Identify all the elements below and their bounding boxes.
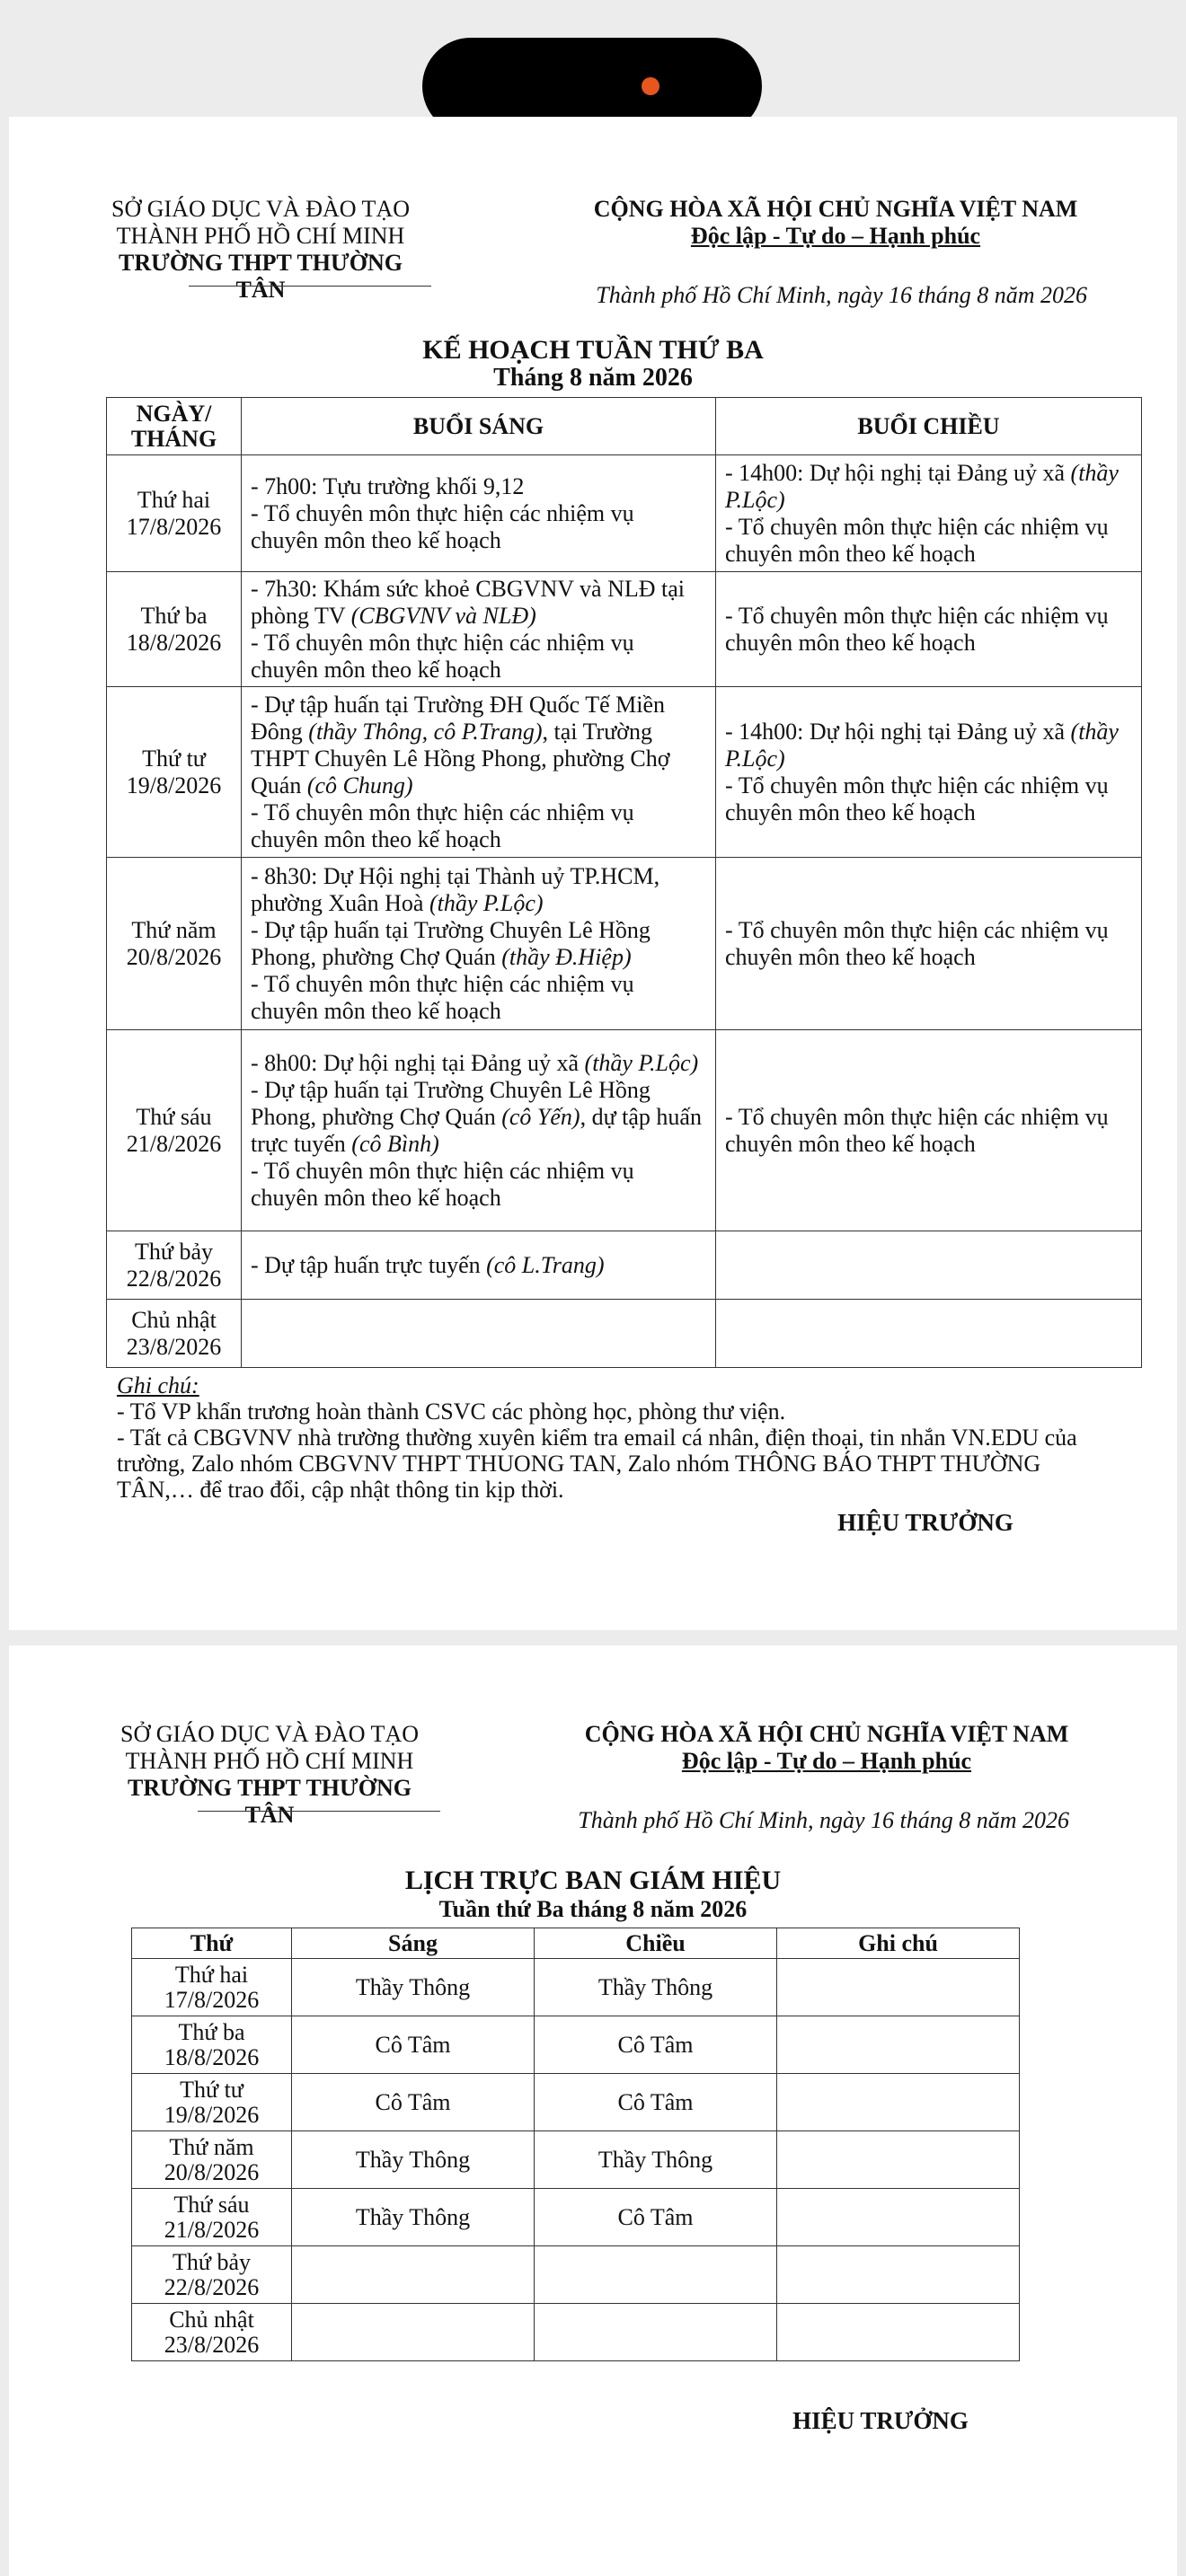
weekday: Thứ bảy xyxy=(172,2248,251,2275)
weekday: Chủ nhật xyxy=(169,2306,254,2333)
nation-header xyxy=(539,1721,1114,1775)
weekday: Thứ sáu xyxy=(136,1103,212,1130)
day-column-header: Thứ xyxy=(132,1928,292,1959)
day-cell xyxy=(132,1959,292,2016)
table-row xyxy=(107,1300,1142,1368)
morning-cell xyxy=(242,1030,716,1231)
department-line: SỞ GIÁO DỤC VÀ ĐÀO TẠO xyxy=(120,1721,419,1747)
afternoon-duty-cell: Cô Tâm xyxy=(535,2189,777,2246)
note-cell xyxy=(777,2246,1020,2304)
afternoon-cell xyxy=(716,1030,1142,1231)
table-row xyxy=(132,2189,1020,2246)
plan-title: KẾ HOẠCH TUẦN THỨ BA xyxy=(422,335,764,365)
morning-duty-cell: Thầy Thông xyxy=(292,2189,535,2246)
date: 23/8/2026 xyxy=(126,1333,222,1360)
weekday: Thứ năm xyxy=(131,916,217,943)
city-line: THÀNH PHỐ HỒ CHÍ MINH xyxy=(116,223,405,249)
morning-cell xyxy=(242,572,716,687)
activity-text: - Tổ chuyên môn thực hiện các nhiệm vụ chuyên môn theo kế hoạch xyxy=(725,772,1109,825)
morning-cell xyxy=(242,687,716,858)
day-column-header: NGÀY/ THÁNG xyxy=(107,398,242,455)
activity-text: - 7h30: Khám sức khoẻ CBGVNV và NLĐ tại phòng TV xyxy=(251,575,685,629)
weekday: Thứ hai xyxy=(137,486,211,513)
signature-title: HIỆU TRƯỞNG xyxy=(837,1509,1013,1536)
morning-column-header: BUỔI SÁNG xyxy=(242,398,716,455)
activity-text: - Tổ chuyên môn thực hiện các nhiệm vụ chuyên môn theo kế hoạch xyxy=(725,513,1109,567)
activity-text: - Tổ chuyên môn thực hiện các nhiệm vụ chuyên môn theo kế hoạch xyxy=(251,499,634,553)
weekday: Thứ tư xyxy=(180,2076,243,2103)
morning-cell xyxy=(242,1300,716,1368)
school-name: TRƯỜNG THPT THƯỜNG TÂN xyxy=(128,1775,412,1828)
afternoon-duty-cell xyxy=(535,2304,777,2361)
afternoon-duty-cell xyxy=(535,2246,777,2304)
notes-section xyxy=(117,1372,1114,1503)
morning-duty-cell: Thầy Thông xyxy=(292,2131,535,2189)
afternoon-cell xyxy=(716,455,1142,572)
activity-text: - Dự tập huấn tại Trường Chuyên Lê Hồng Phong, phường Chợ Quán xyxy=(251,916,651,970)
afternoon-duty-cell: Thầy Thông xyxy=(535,2131,777,2189)
weekday: Thứ ba xyxy=(140,602,208,629)
date: 22/8/2026 xyxy=(126,1265,222,1292)
day-cell xyxy=(107,858,242,1030)
activity-text: - Tổ chuyên môn thực hiện các nhiệm vụ chuyên môn theo kế hoạch xyxy=(725,916,1109,970)
notes-label: Ghi chú: xyxy=(117,1372,199,1398)
table-row xyxy=(132,2246,1020,2304)
morning-duty-cell xyxy=(292,2246,535,2304)
assignee-note: (cô L.Trang) xyxy=(486,1251,605,1278)
date: 22/8/2026 xyxy=(164,2273,260,2300)
school-underline xyxy=(198,1811,440,1812)
table-row xyxy=(132,2074,1020,2131)
duty-title: LỊCH TRỰC BAN GIÁM HIỆU xyxy=(404,1866,782,1895)
table-row xyxy=(107,687,1142,858)
activity-text: - 14h00: Dự hội nghị tại Đảng uỷ xã xyxy=(725,459,1071,486)
morning-duty-cell: Cô Tâm xyxy=(292,2074,535,2131)
table-header-row xyxy=(132,1928,1020,1959)
assignee-note: (thầy P.Lộc) xyxy=(584,1049,699,1076)
afternoon-column-header: BUỔI CHIỀU xyxy=(716,398,1142,455)
weekday: Thứ sáu xyxy=(173,2191,250,2218)
note-cell xyxy=(777,2131,1020,2189)
weekday: Chủ nhật xyxy=(131,1306,217,1333)
department-line: SỞ GIÁO DỤC VÀ ĐÀO TẠO xyxy=(111,196,410,222)
morning-duty-cell xyxy=(292,2304,535,2361)
assignee-note: (cô Bình) xyxy=(351,1130,439,1157)
afternoon-duty-cell: Cô Tâm xyxy=(535,2074,777,2131)
activity-text: - Dự tập huấn tại Trường ĐH Quốc Tế Miền Đông xyxy=(251,691,666,745)
camera-indicator-icon xyxy=(642,77,659,95)
plan-subtitle: Tháng 8 năm 2026 xyxy=(493,364,693,392)
table-row xyxy=(132,1959,1020,2016)
date: 19/8/2026 xyxy=(164,2101,260,2128)
assignee-note: (cô Yến) xyxy=(501,1103,580,1130)
table-row xyxy=(107,455,1142,572)
activity-text: , dự tập huấn trực tuyến xyxy=(251,1103,702,1157)
day-cell xyxy=(107,1030,242,1231)
assignee-note: (thầy P.Lộc) xyxy=(429,889,544,916)
day-cell xyxy=(132,2189,292,2246)
weekly-plan-table xyxy=(106,397,1142,1368)
nation-header xyxy=(548,196,1123,250)
note-item: - Tổ VP khẩn trương hoàn thành CSVC các phòng học, phòng thư viện. xyxy=(117,1398,786,1425)
motto: Độc lập - Tự do – Hạnh phúc xyxy=(690,223,981,249)
school-underline xyxy=(189,286,431,287)
morning-column-header: Sáng xyxy=(292,1928,535,1959)
afternoon-duty-cell: Cô Tâm xyxy=(535,2016,777,2074)
afternoon-cell xyxy=(716,1231,1142,1300)
afternoon-column-header: Chiều xyxy=(535,1928,777,1959)
activity-text: - 8h30: Dự Hội nghị tại Thành uỷ TP.HCM, phường Xuân Hoà xyxy=(251,862,660,916)
date: 18/8/2026 xyxy=(126,629,222,656)
table-row xyxy=(107,572,1142,687)
date: 18/8/2026 xyxy=(164,2043,260,2070)
note-cell xyxy=(777,2074,1020,2131)
activity-text: , tại Trường THPT Chuyên Lê Hồng Phong, phường Chợ Quán xyxy=(251,718,670,798)
nation-title: CỘNG HÒA XÃ HỘI CHỦ NGHĨA VIỆT NAM xyxy=(584,1721,1069,1747)
assignee-note: (thầy P.Lộc) xyxy=(725,718,1119,772)
day-cell xyxy=(107,1231,242,1300)
day-cell xyxy=(107,572,242,687)
activity-text: - 14h00: Dự hội nghị tại Đảng uỷ xã xyxy=(725,718,1071,745)
nation-title: CỘNG HÒA XÃ HỘI CHỦ NGHĨA VIỆT NAM xyxy=(593,196,1078,222)
activity-text: - Tổ chuyên môn thực hiện các nhiệm vụ chuyên môn theo kế hoạch xyxy=(251,798,634,852)
department-header xyxy=(108,1721,431,1829)
city-line: THÀNH PHỐ HỒ CHÍ MINH xyxy=(125,1748,414,1774)
afternoon-cell xyxy=(716,572,1142,687)
day-cell xyxy=(132,2246,292,2304)
afternoon-duty-cell: Thầy Thông xyxy=(535,1959,777,2016)
table-header-row xyxy=(107,398,1142,455)
duty-subtitle: Tuần thứ Ba tháng 8 năm 2026 xyxy=(438,1896,748,1922)
activity-text: - 7h00: Tựu trường khối 9,12 xyxy=(251,472,525,499)
weekday: Thứ tư xyxy=(142,745,206,772)
table-row xyxy=(107,1030,1142,1231)
note-cell xyxy=(777,1959,1020,2016)
day-cell xyxy=(132,2304,292,2361)
morning-cell xyxy=(242,1231,716,1300)
weekday: Thứ năm xyxy=(169,2133,254,2160)
assignee-note: (cô Chung) xyxy=(306,772,413,798)
morning-duty-cell: Cô Tâm xyxy=(292,2016,535,2074)
day-cell xyxy=(132,2016,292,2074)
day-cell xyxy=(107,1300,242,1368)
day-cell xyxy=(107,455,242,572)
department-header xyxy=(99,196,422,304)
table-row xyxy=(132,2016,1020,2074)
date: 21/8/2026 xyxy=(164,2216,260,2243)
activity-text: - Tổ chuyên môn thực hiện các nhiệm vụ chuyên môn theo kế hoạch xyxy=(251,970,634,1024)
assignee-note: (thầy Đ.Hiệp) xyxy=(501,943,632,970)
assignee-note: (thầy P.Lộc) xyxy=(725,459,1119,513)
date: 17/8/2026 xyxy=(126,513,222,540)
date: 20/8/2026 xyxy=(126,943,222,970)
activity-text: - Tổ chuyên môn thực hiện các nhiệm vụ chuyên môn theo kế hoạch xyxy=(725,1103,1109,1157)
day-cell xyxy=(132,2131,292,2189)
date-line: Thành phố Hồ Chí Minh, ngày 16 tháng 8 năm 2026 xyxy=(578,1807,1069,1833)
date: 17/8/2026 xyxy=(164,1986,260,2013)
weekday: Thứ ba xyxy=(178,2018,245,2045)
assignee-note: (thầy Thông, cô P.Trang) xyxy=(308,718,543,745)
activity-text: - Dự tập huấn trực tuyến xyxy=(251,1251,487,1278)
table-row xyxy=(132,2304,1020,2361)
activity-text: - Tổ chuyên môn thực hiện các nhiệm vụ chuyên môn theo kế hoạch xyxy=(251,629,634,683)
table-row xyxy=(107,858,1142,1030)
motto: Độc lập - Tự do – Hạnh phúc xyxy=(681,1748,972,1774)
date: 21/8/2026 xyxy=(126,1130,222,1157)
weekly-plan-page xyxy=(9,117,1177,1630)
weekday: Thứ bảy xyxy=(134,1238,213,1265)
afternoon-cell xyxy=(716,687,1142,858)
afternoon-cell xyxy=(716,858,1142,1030)
note-column-header: Ghi chú xyxy=(777,1928,1020,1959)
table-row xyxy=(107,1231,1142,1300)
signature-title: HIỆU TRƯỞNG xyxy=(792,2407,969,2434)
activity-text: - Tổ chuyên môn thực hiện các nhiệm vụ chuyên môn theo kế hoạch xyxy=(725,602,1109,656)
duty-schedule-table xyxy=(131,1928,1020,2361)
note-item: - Tất cả CBGVNV nhà trường thường xuyên kiểm tra email cá nhân, điện thoại, tin nhắn VN.EDU của trường, Zalo nhóm CBGVNV THPT THUONG TAN, Zalo nhóm THÔNG BÁO THPT THƯỜNG TÂN,… để trao đổi, cập nhật thông tin kịp thời. xyxy=(117,1425,1077,1503)
date: 23/8/2026 xyxy=(164,2331,260,2358)
date-line: Thành phố Hồ Chí Minh, ngày 16 tháng 8 năm 2026 xyxy=(596,282,1087,308)
date: 19/8/2026 xyxy=(126,772,222,798)
day-cell xyxy=(132,2074,292,2131)
assignee-note: (CBGVNV và NLĐ) xyxy=(350,602,536,629)
activity-text: - Tổ chuyên môn thực hiện các nhiệm vụ chuyên môn theo kế hoạch xyxy=(251,1157,634,1211)
date: 20/8/2026 xyxy=(164,2158,260,2185)
morning-duty-cell: Thầy Thông xyxy=(292,1959,535,2016)
activity-text: - Dự tập huấn tại Trường Chuyên Lê Hồng Phong, phường Chợ Quán xyxy=(251,1076,651,1130)
note-cell xyxy=(777,2189,1020,2246)
note-cell xyxy=(777,2304,1020,2361)
day-cell xyxy=(107,687,242,858)
duty-schedule-page xyxy=(9,1645,1177,2576)
afternoon-cell xyxy=(716,1300,1142,1368)
morning-cell xyxy=(242,455,716,572)
table-row xyxy=(132,2131,1020,2189)
weekday: Thứ hai xyxy=(174,1961,249,1988)
morning-cell xyxy=(242,858,716,1030)
note-cell xyxy=(777,2016,1020,2074)
activity-text: - 8h00: Dự hội nghị tại Đảng uỷ xã xyxy=(251,1049,585,1076)
school-name: TRƯỜNG THPT THƯỜNG TÂN xyxy=(119,250,403,303)
